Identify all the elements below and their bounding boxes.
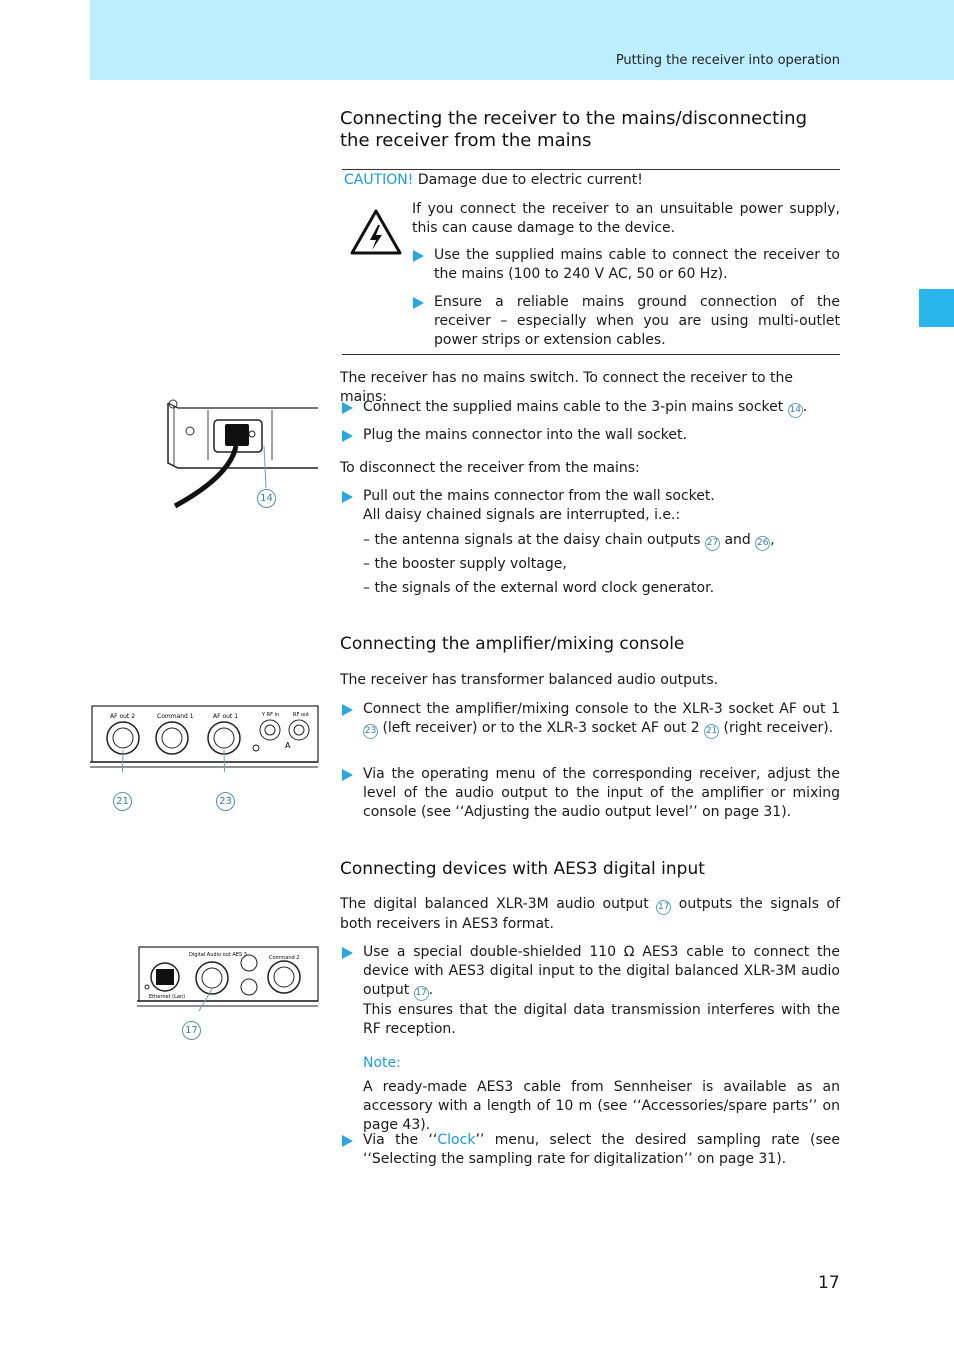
intro-mains: The receiver has no mains switch. To connect the receiver to the mains: bbox=[340, 370, 793, 405]
bullet-arrow-icon bbox=[342, 402, 353, 414]
fig-label-a: A bbox=[285, 741, 291, 750]
ref-17: 17 bbox=[414, 986, 429, 1001]
caution-label: CAUTION! bbox=[344, 172, 414, 188]
af-outputs-figure bbox=[90, 700, 320, 772]
ref-14: 14 bbox=[788, 403, 803, 418]
fig-label-af-out-2: AF out 2 bbox=[110, 713, 136, 720]
caution-bottom-rule bbox=[342, 354, 840, 355]
bullet-arrow-icon bbox=[342, 947, 353, 959]
fig-label-command-1: Command 1 bbox=[157, 713, 194, 720]
bullet-arrow-icon bbox=[342, 1135, 353, 1147]
step-plug-connector: Plug the mains connector into the wall socket. bbox=[341, 426, 840, 445]
caution-title: Damage due to electric current! bbox=[417, 172, 643, 188]
bullet-arrow-icon bbox=[342, 491, 353, 503]
clock-menu-link: Clock bbox=[437, 1132, 476, 1148]
ref-26: 26 bbox=[755, 536, 770, 551]
ref-21: 21 bbox=[704, 724, 719, 739]
caution-bullet: Use the supplied mains cable to connect the receiver to the mains (100 to 240 V AC, 50 or 60 Hz). bbox=[412, 246, 840, 284]
step-pull-out: Pull out the mains connector from the wall socket. All daisy chained signals are interrupted, i.e.: bbox=[341, 487, 840, 525]
chapter-tab bbox=[919, 289, 954, 327]
bullet-arrow-icon bbox=[342, 704, 353, 716]
note-label: Note: bbox=[363, 1055, 401, 1071]
step-adjust-level: Via the operating menu of the corresponding receiver, adjust the level of the audio output to the input of the amplifier or mixing console (see ‘‘Adjusting the audio output level’’ on page 31). bbox=[341, 765, 840, 822]
dash-item: – the antenna signals at the daisy chain outputs 27 and 26 , bbox=[363, 531, 775, 551]
ref-23: 23 bbox=[363, 724, 378, 739]
caution-top-rule bbox=[342, 169, 840, 170]
section-title-amplifier: Connecting the amplifier/mixing console bbox=[340, 634, 685, 654]
fig-label-af-out-1: AF out 1 bbox=[213, 713, 239, 720]
fig-label-rf-out: RF out bbox=[293, 712, 310, 718]
fig-label-ethernet: Ethernet (Lan) bbox=[149, 994, 186, 1000]
ref-27: 27 bbox=[705, 536, 720, 551]
disconnect-intro: To disconnect the receiver from the mains: bbox=[340, 460, 640, 476]
bullet-arrow-icon bbox=[413, 250, 424, 262]
callout-14: 14 bbox=[257, 489, 276, 508]
header-band bbox=[90, 0, 954, 80]
intro-amplifier: The receiver has transformer balanced audio outputs. bbox=[340, 672, 719, 688]
page-number: 17 bbox=[818, 1273, 840, 1293]
dash-item: – the signals of the external word clock generator. bbox=[363, 580, 715, 596]
intro-aes3: The digital balanced XLR-3M audio output 17 outputs the signals of both receivers in AES3 format. bbox=[340, 896, 841, 932]
aes3-output-figure bbox=[137, 943, 320, 1011]
step-clock-menu: Via the ‘‘Clock’’ menu, select the desired sampling rate (see ‘‘Selecting the sampling rate for digitalization’’ on page 31). bbox=[341, 1131, 840, 1169]
callout-17: 17 bbox=[182, 1021, 201, 1040]
dash-item: – the booster supply voltage, bbox=[363, 556, 567, 572]
callout-23: 23 bbox=[216, 792, 235, 811]
step-connect-amplifier: Connect the amplifier/mixing console to the XLR-3 socket AF out 1 23 (left receiver) or to the XLR-3 socket AF out 2 21 (right receiver). bbox=[341, 700, 840, 739]
bullet-arrow-icon bbox=[342, 430, 353, 442]
callout-21: 21 bbox=[113, 792, 132, 811]
bullet-arrow-icon bbox=[413, 297, 424, 309]
section-title-aes3: Connecting devices with AES3 digital input bbox=[340, 859, 705, 879]
running-header: Putting the receiver into operation bbox=[615, 53, 840, 68]
step-aes3-cable: Use a special double-shielded 110 Ω AES3 cable to connect the device with AES3 digital input to the digital balanced XLR-3M audio output 17 . This ensures that the digital data transmission interferes with the RF reception. bbox=[341, 943, 840, 1039]
note-text: A ready-made AES3 cable from Sennheiser is available as an accessory with a length of 10 m (see ‘‘Accessories/spare parts’’ on page 43). bbox=[363, 1079, 840, 1133]
bullet-arrow-icon bbox=[342, 769, 353, 781]
section-title-mains: Connecting the receiver to the mains/disconnecting the receiver from the mains bbox=[340, 108, 808, 151]
mains-socket-figure bbox=[160, 398, 320, 510]
caution-text: If you connect the receiver to an unsuitable power supply, this can cause damage to the device. bbox=[412, 201, 840, 236]
fig-label-command-2: Command 2 bbox=[269, 955, 300, 961]
warning-high-voltage-icon bbox=[350, 209, 402, 255]
fig-label-digital-audio-out: Digital Audio out AES 3 bbox=[189, 952, 247, 958]
step-connect-cable: Connect the supplied mains cable to the 3-pin mains socket 14 . bbox=[341, 398, 840, 418]
caution-bullet: Ensure a reliable mains ground connection of the receiver – especially when you are using multi-outlet power strips or extension cables. bbox=[412, 293, 840, 350]
ref-17: 17 bbox=[656, 900, 671, 915]
fig-label-y-rf-in: Y RF in bbox=[262, 712, 280, 718]
caution-heading bbox=[344, 171, 643, 190]
